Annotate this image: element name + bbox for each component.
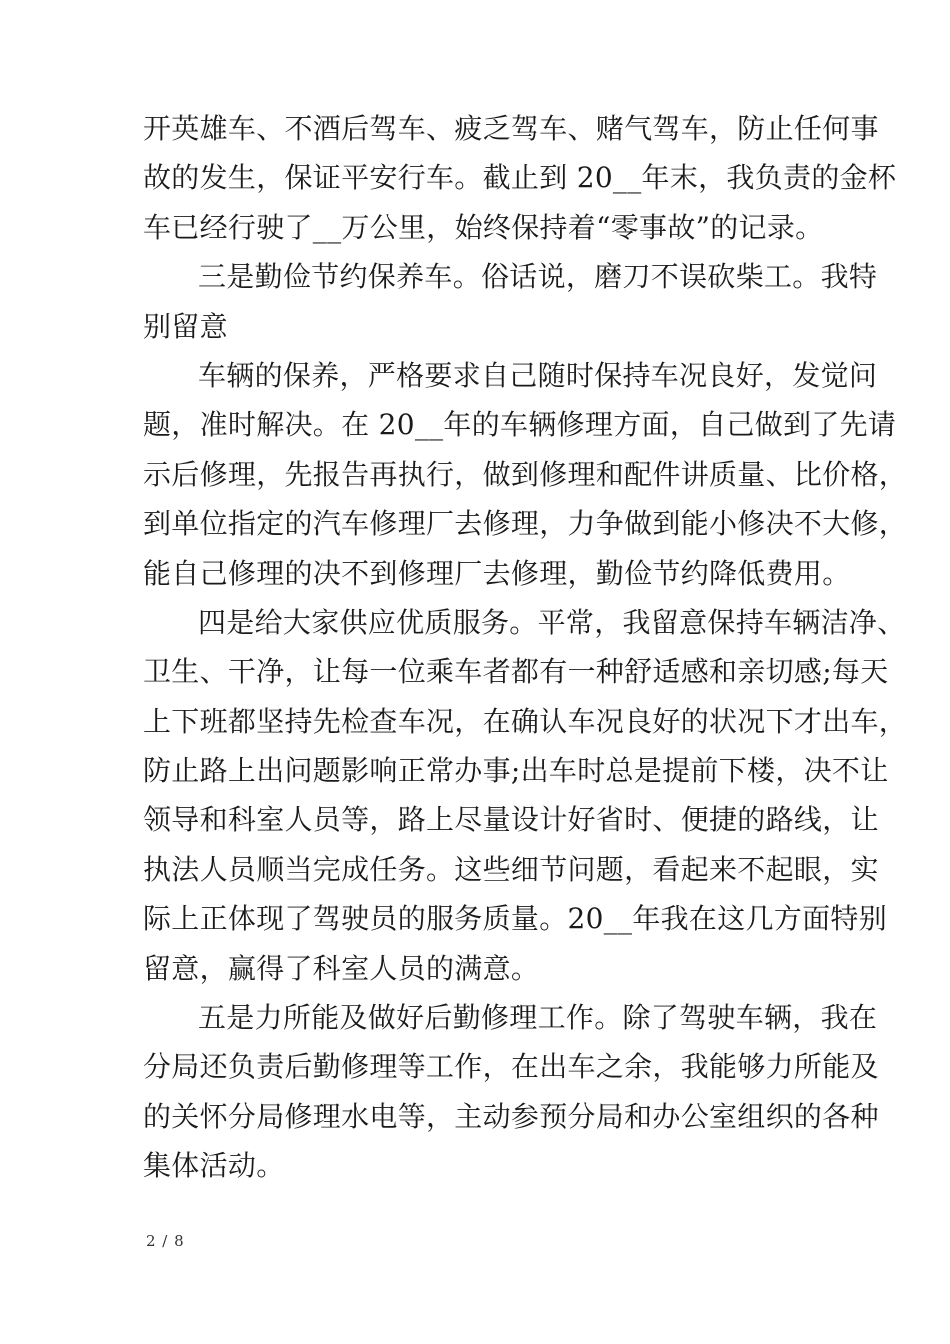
- text-line: 开英雄车、不酒后驾车、疲乏驾车、赌气驾车，防止任何事: [143, 112, 879, 145]
- text-line: 上下班都坚持先检查车况，在确认车况良好的状况下才出车，: [143, 704, 908, 738]
- text-line: 卫生、干净，让每一位乘车者都有一种舒适感和亲切感;每天: [143, 655, 889, 689]
- text-line: 的关怀分局修理水电等，主动参预分局和办公室组织的各种: [143, 1099, 879, 1133]
- text-line: 故的发生，保证平安行车。截止到 20__年末，我负责的金杯: [143, 161, 897, 195]
- text-line: 车已经行驶了__万公里，始终保持着“零事故”的记录。: [143, 210, 824, 244]
- text-line: 留意，赢得了科室人员的满意。: [143, 951, 540, 985]
- text-line: 示后修理，先报告再执行，做到修理和配件讲质量、比价格，: [143, 457, 908, 491]
- page-number: 2 / 8: [146, 1232, 185, 1250]
- text-line: 分局还负责后勤修理等工作，在出车之余，我能够力所能及: [143, 1050, 879, 1084]
- text-line: 能自己修理的决不到修理厂去修理，勤俭节约降低费用。: [143, 556, 851, 590]
- paragraph-start-line: 车辆的保养，严格要求自己随时保持车况良好，发觉问: [198, 358, 878, 392]
- document-body: [143, 104, 908, 1191]
- text-line: 执法人员顺当完成任务。这些细节问题，看起来不起眼，实: [143, 852, 879, 886]
- text-line: 集体活动。: [143, 1149, 285, 1183]
- paragraph-start-line: 四是给大家供应优质服务。平常，我留意保持车辆洁净、: [198, 605, 906, 639]
- text-line: 别留意: [143, 309, 228, 343]
- text-line: 题，准时解决。在 20__年的车辆修理方面，自己做到了先请: [143, 408, 897, 442]
- text-line: 领导和科室人员等，路上尽量设计好省时、便捷的路线，让: [143, 803, 879, 837]
- text-line: 防止路上出问题影响正常办事;出车时总是提前下楼，决不让: [143, 754, 889, 788]
- text-line: 际上正体现了驾驶员的服务质量。20__年我在这几方面特别: [143, 902, 888, 936]
- paragraph-start-line: 五是力所能及做好后勤修理工作。除了驾驶车辆，我在: [198, 1001, 878, 1035]
- text-line: 到单位指定的汽车修理厂去修理，力争做到能小修决不大修，: [143, 507, 908, 541]
- paragraph-start-line: 三是勤俭节约保养车。俗话说，磨刀不误砍柴工。我特: [198, 260, 878, 294]
